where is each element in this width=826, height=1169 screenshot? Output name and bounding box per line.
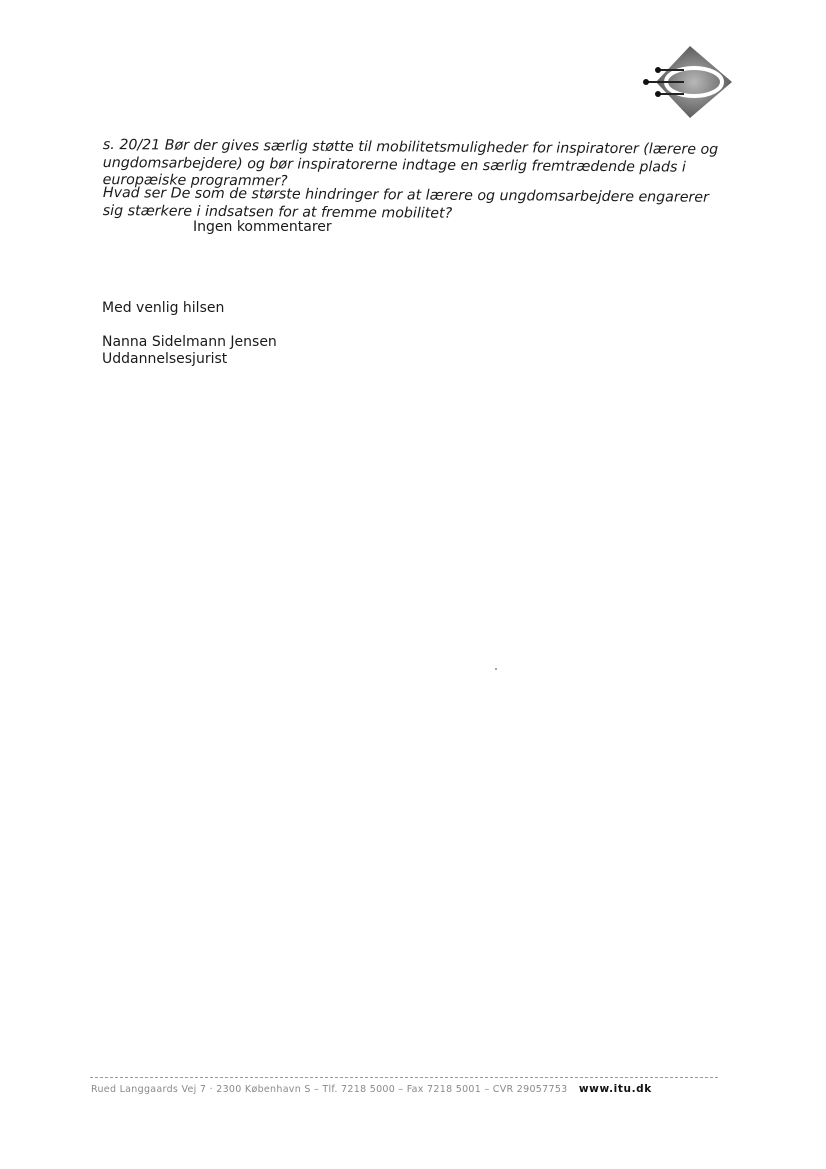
scan-speck bbox=[495, 668, 497, 670]
question-2-text: Hvad ser De som de største hindringer for at lærere og ungdomsarbejdere engarerer sig stærkere i indsatsen for at fremme mobilitet? bbox=[102, 185, 709, 222]
footer-url[interactable]: www.itu.dk bbox=[578, 1083, 652, 1095]
footer bbox=[91, 1083, 711, 1095]
answer-text: Ingen kommentarer bbox=[193, 219, 332, 235]
footer-divider bbox=[90, 1077, 718, 1078]
closing-greeting: Med venlig hilsen bbox=[102, 300, 225, 316]
signer-name: Nanna Sidelmann Jensen bbox=[102, 334, 277, 350]
signer-title: Uddannelsesjurist bbox=[102, 351, 228, 367]
question-1-text: s. 20/21 Bør der gives særlig støtte til mobilitetsmuligheder for inspiratorer (lærere og ungdomsarbejdere) og bør inspiratorerne indtage en særlig fremtrædende plads i europæiske programmer? bbox=[102, 137, 719, 190]
itu-logo-icon bbox=[640, 44, 736, 120]
signature-block bbox=[102, 334, 277, 368]
footer-address: Rued Langgaards Vej 7 · 2300 København S – Tlf. 7218 5000 – Fax 7218 5001 – CVR 29057753 bbox=[91, 1084, 568, 1095]
